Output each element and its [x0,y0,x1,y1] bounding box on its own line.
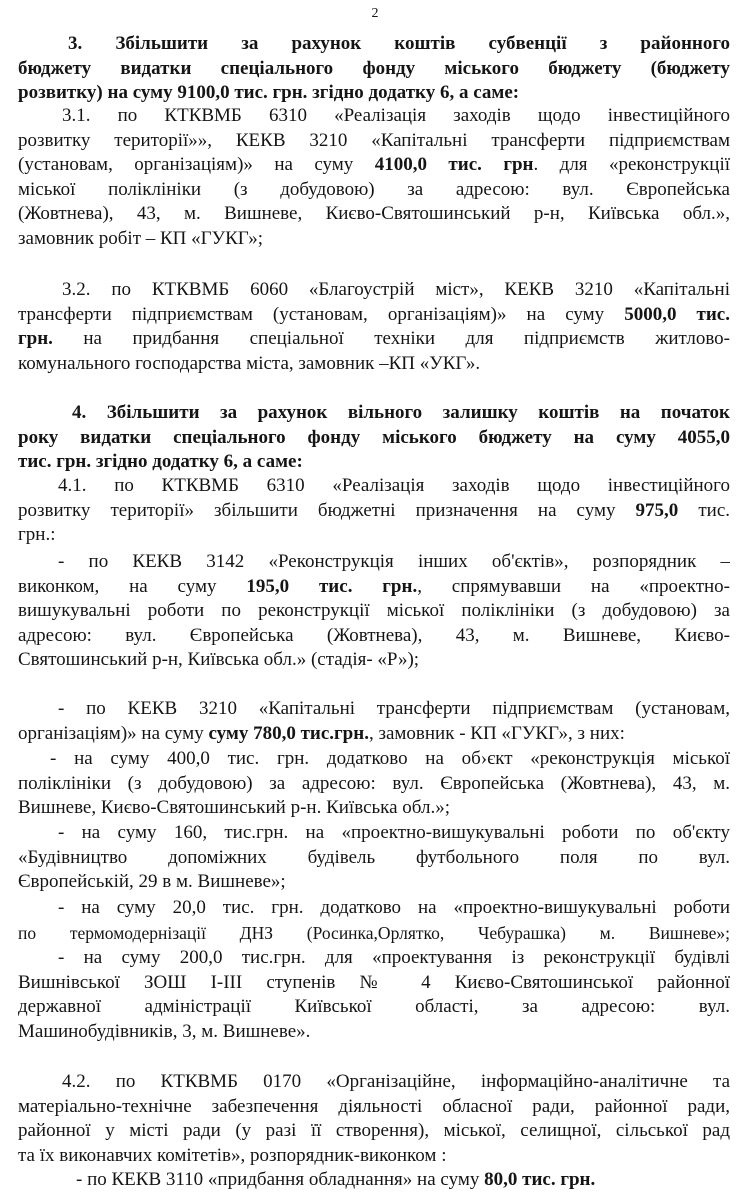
paragraph-line: виконком, на суму 195,0 тис. грн., спрямувавши на «проектно- [18,575,730,597]
paragraph-line: 4.2. по КТКВМБ 0170 «Організаційне, інформаційно-аналітичне та [62,1071,730,1092]
list-item-kekv-3210 [18,697,730,746]
paragraph-line: - по КЕКВ 3142 «Реконструкція інших об'єктів», розпорядник – [58,551,730,572]
paragraph-3-1 [18,104,730,251]
paragraph-line: - по КЕКВ 3110 «придбання обладнання» на суму 80,0 тис. грн. [76,1169,596,1190]
paragraph-line: (Жовтнева), 43, м. Вишневе, Києво-Святошинський р-н, Київська обл.», [18,203,730,224]
section-3-heading-line: бюджету видатки спеціального фонду міського бюджету (бюджету [18,57,730,79]
paragraph-line: трансферти підприємствам (установам, організаціям)» на суму 5000,0 тис. [18,303,730,325]
list-item-kekv-3142 [18,550,730,673]
section-4-heading [18,401,730,475]
paragraph-line: - на суму 200,0 тис.грн. для «проектування із реконструкції будівлі [58,947,730,968]
paragraph-line: комунального господарства міста, замовник –КП «УКГ». [18,352,481,374]
amount-bold: 5000,0 тис. [624,303,730,325]
sub-item-20 [18,896,730,945]
paragraph-line: та їх виконавчих комітетів», розпорядник-виконком : [18,1144,447,1166]
paragraph-line: матеріально-технічне забезпечення діяльності обласної ради, районної ради, [18,1095,730,1117]
paragraph-line: міської поліклініки (з добудовою) за адресою: вул. Європейська [18,178,730,200]
paragraph-line: Вишнівської ЗОШ І-ІІІ ступенів № 4 Києво-Святошинської районної [18,971,730,993]
section-3-heading-line: розвитку) на суму 9100,0 тис. грн. згідно додатку 6, а саме: [18,82,520,103]
paragraph-4-1 [18,474,730,548]
paragraph-line: поліклініки (з добудовою) за адресою: вул. Європейська (Жовтнева), 43, м. [18,772,730,794]
section-3-heading [18,32,730,106]
paragraph-line: організаціям)» на суму суму 780,0 тис.грн., замовник - КП «ГУКГ», з них: [18,722,625,744]
amount-bold: 4100,0 тис. грн [374,154,534,175]
paragraph-line: районної у місті ради (у разі її створення), міської, селищної, сільської рад [18,1120,730,1141]
paragraph-line: адресою: вул. Європейська (Жовтнева), 43, м. Вишневе, Києво- [18,624,730,646]
paragraph-line: вишукувальні роботи по реконструкції міської поліклініки (з добудовою) за [18,600,730,621]
paragraph-line: - на суму 20,0 тис. грн. додатково на «проектно-вишукувальні роботи [58,897,730,918]
paragraph-line: Машинобудівників, 3, м. Вишневе». [18,1020,311,1042]
paragraph-line: по термомодернізації ДНЗ (Росинка,Орлятко, Чебурашка) м. Вишневе»; [18,922,730,943]
paragraph-line: (установам, організаціям)» на суму 4100,0 тис. грн. для «реконструкції [18,154,730,175]
section-4-heading-line: року видатки спеціального фонду міського бюджету на суму 4055,0 [18,426,730,448]
paragraph-line: Святошинський р-н, Київська обл.» (стадія- «Р»); [18,649,420,670]
paragraph-4-2 [18,1070,730,1193]
amount-bold: грн. [18,328,53,349]
paragraph-line: - по КЕКВ 3210 «Капітальні трансферти підприємствам (установам, [58,698,730,719]
paragraph-line: розвитку території»», КЕКВ 3210 «Капітальні трансферти підприємствам [18,129,730,151]
amount-bold: 975,0 [635,499,679,521]
section-4-heading-line: 4. Збільшити за рахунок вільного залишку коштів на початок [72,402,730,423]
paragraph-line: 4.1. по КТКВМБ 6310 «Реалізація заходів щодо інвестиційного [58,475,730,496]
paragraph-line: 3.2. по КТКВМБ 6060 «Благоустрій міст», КЕКВ 3210 «Капітальні [62,279,730,300]
sub-item-160 [18,821,730,895]
paragraph-line: - на суму 160, тис.грн. на «проектно-вишукувальні роботи по об'єкту [58,822,730,843]
sub-item-400 [18,747,730,821]
amount-bold: 195,0 тис. грн. [246,575,418,597]
section-3-heading-line: 3. Збільшити за рахунок коштів субвенції з районного [68,33,730,54]
page-number: 2 [371,6,379,21]
paragraph-line: замовник робіт – КП «ГУКГ»; [18,227,264,249]
paragraph-line: - на суму 400,0 тис. грн. додатково на об›єкт «реконструкція міської [50,748,730,769]
paragraph-line: 3.1. по КТКВМБ 6310 «Реалізація заходів щодо інвестиційного [62,105,730,126]
amount-bold: 80,0 тис. грн. [484,1169,596,1190]
sub-item-200 [18,946,730,1044]
paragraph-line: розвитку території» збільшити бюджетні призначення на суму 975,0 тис. [18,499,730,521]
paragraph-line: грн. на придбання спеціальної техніки для підприємств житлово- [18,328,730,349]
section-4-heading-line: тис. грн. згідно додатку 6, а саме: [18,451,303,472]
paragraph-line: Вишневе, Києво-Святошинський р-н. Київська обл.»; [18,797,450,818]
paragraph-line: «Будівництво допоміжних будівель футбольного поля по вул. [18,846,730,868]
paragraph-line: Європейській, 29 в м. Вишневе»; [18,871,286,892]
paragraph-3-2 [18,278,730,376]
paragraph-line: грн.: [18,524,56,545]
amount-bold: суму 780,0 тис.грн. [208,722,369,744]
paragraph-line: державної адміністрації Київської області, за адресою: вул. [18,996,730,1017]
